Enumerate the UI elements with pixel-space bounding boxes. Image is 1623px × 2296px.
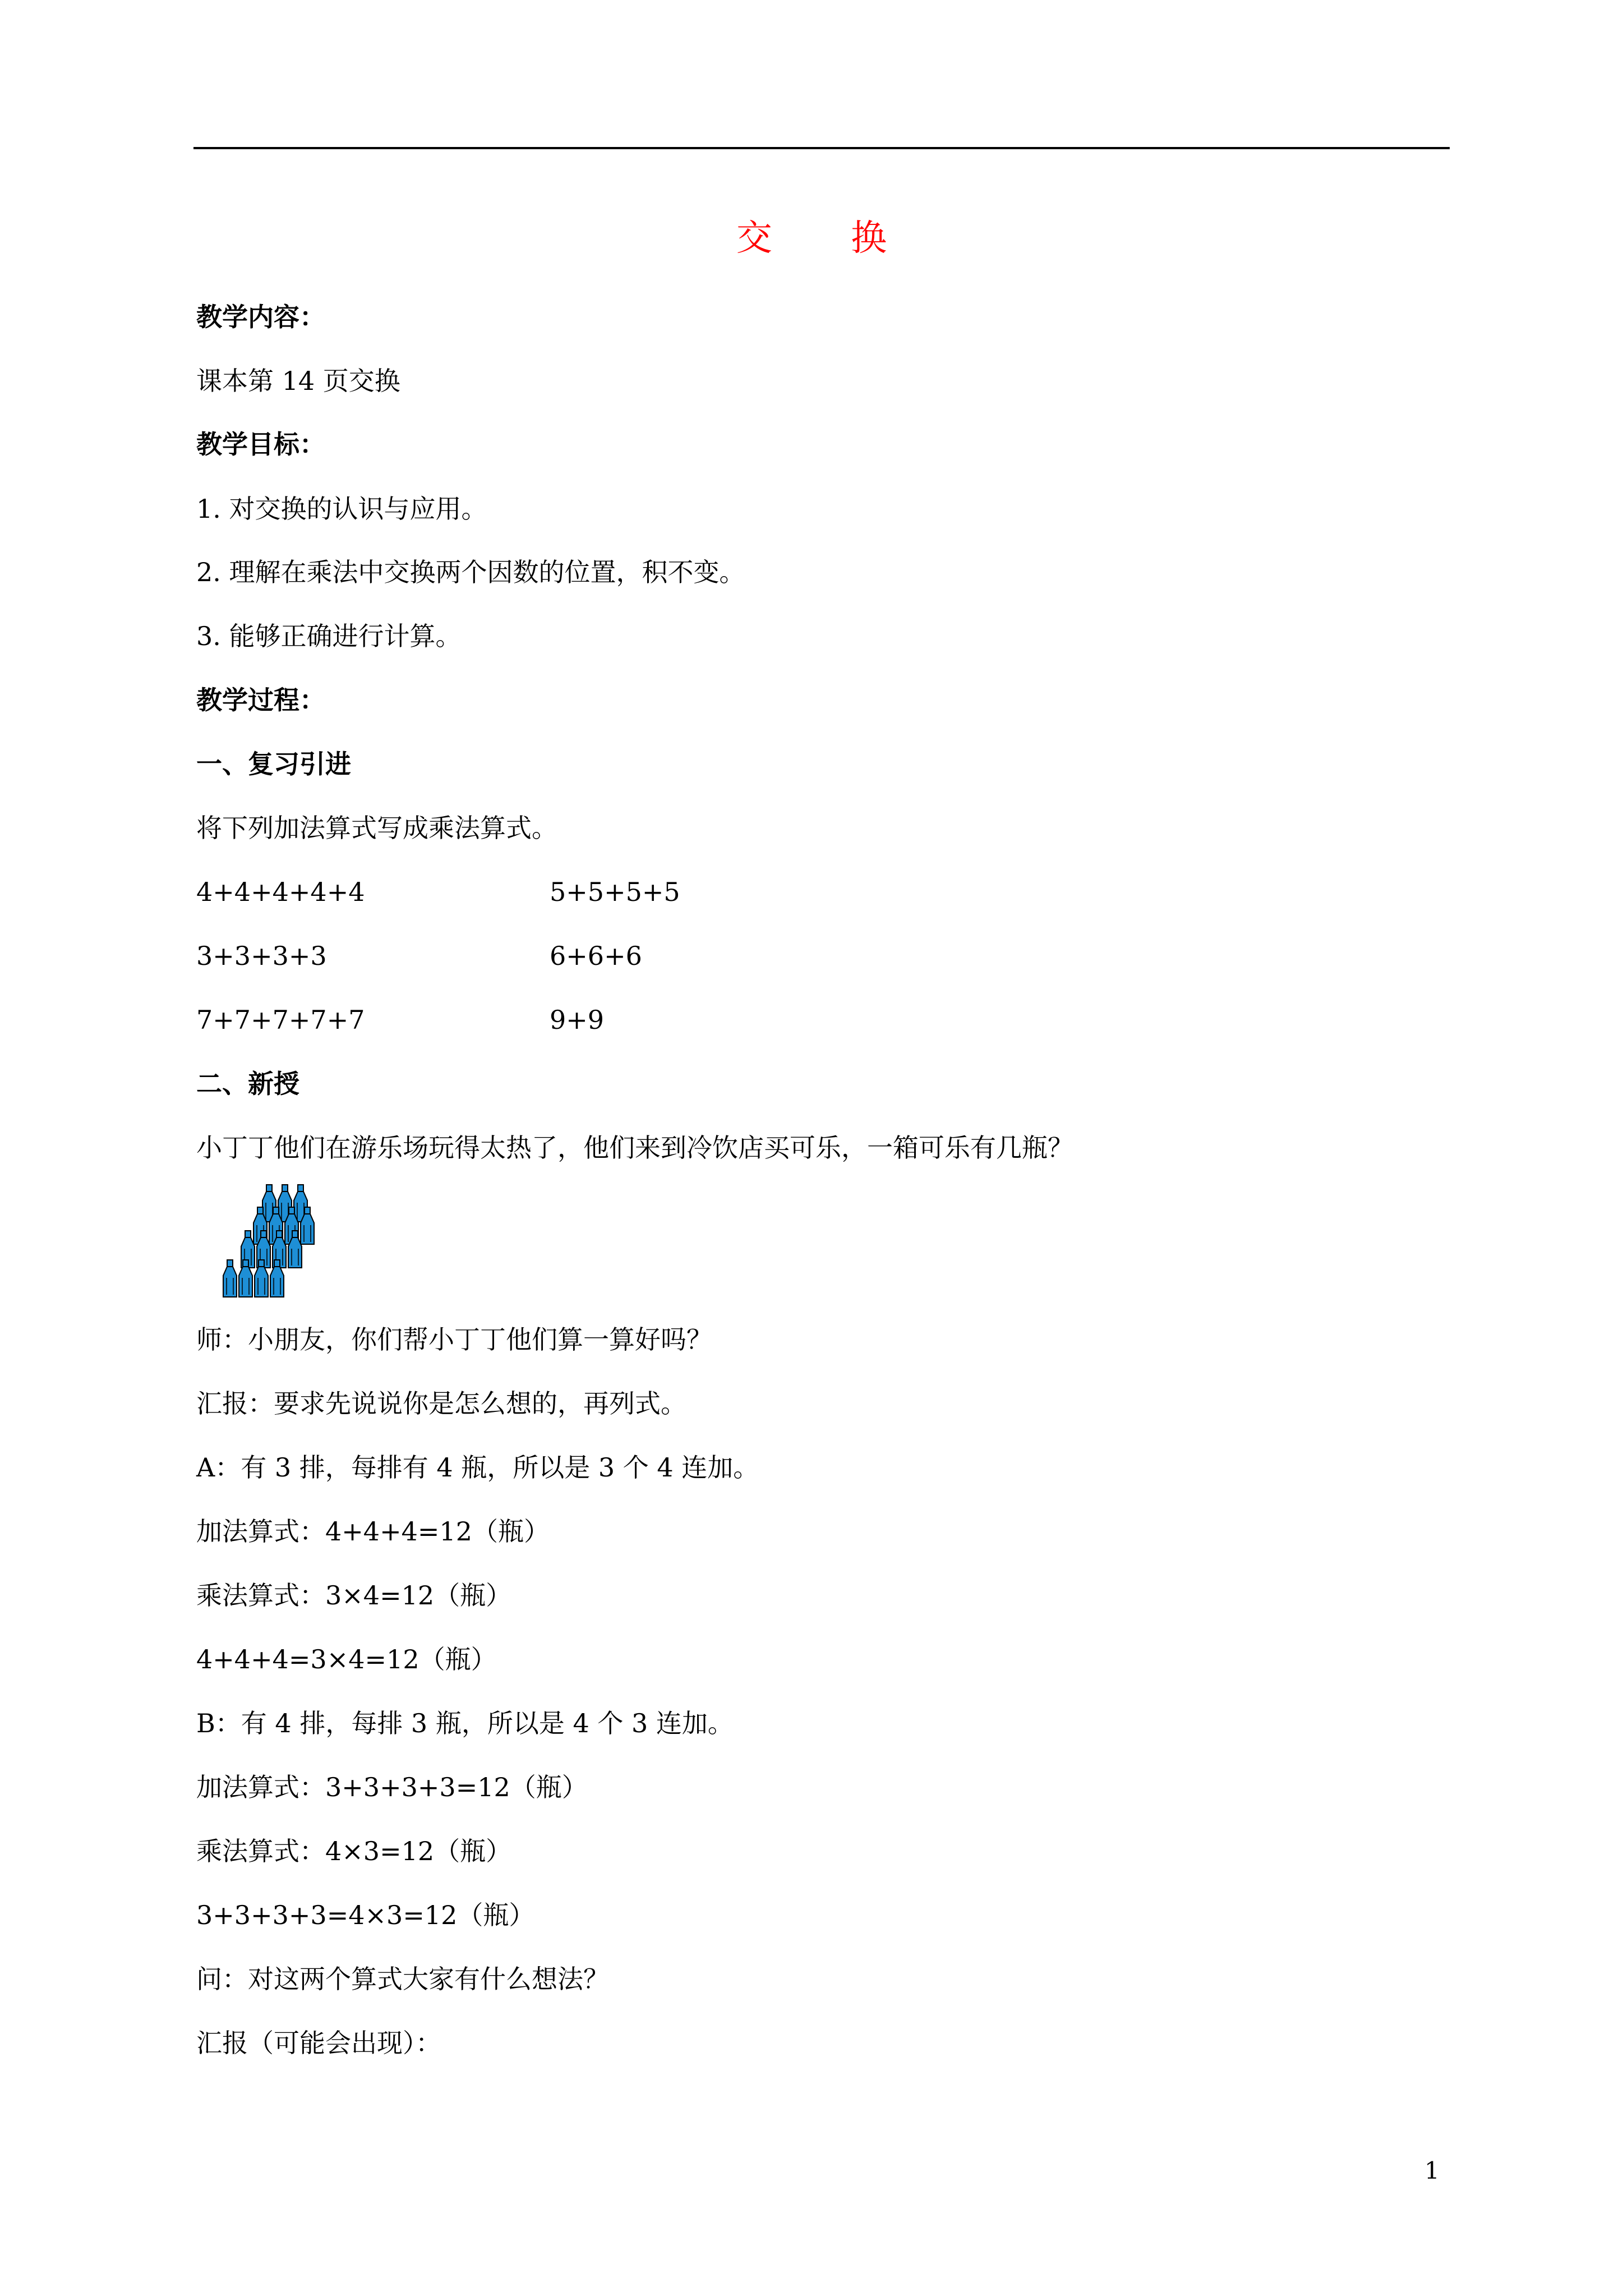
dialogue-line: 师：小朋友，你们帮小丁丁他们算一算好吗？: [196, 1324, 712, 1355]
cola-bottles-icon: [218, 1182, 324, 1306]
dialogue-line: B：有 4 排，每排 3 瓶，所以是 4 个 3 连加。: [196, 1708, 734, 1738]
process-heading: 教学过程：: [196, 685, 325, 715]
dialogue-line: 加法算式：4+4+4=12（瓶）: [196, 1516, 550, 1547]
dialogue-line: A：有 3 排，每排有 4 瓶，所以是 3 个 4 连加。: [196, 1452, 759, 1483]
dialogue-line: 乘法算式：4×3=12（瓶）: [196, 1836, 512, 1866]
exercise-right: 5+5+5+5: [550, 877, 680, 907]
exercise-right: 9+9: [550, 1005, 605, 1035]
new-heading: 二、新授: [196, 1069, 299, 1099]
goal-item: 2. 理解在乘法中交换两个因数的位置，积不变。: [196, 557, 745, 587]
review-heading: 一、复习引进: [196, 749, 351, 779]
content-heading: 教学内容：: [196, 302, 325, 332]
dialogue-line: 乘法算式：3×4=12（瓶）: [196, 1580, 512, 1611]
exercise-left: 3+3+3+3: [196, 941, 327, 971]
story-text: 小丁丁他们在游乐场玩得太热了，他们来到冷饮店买可乐，一箱可乐有几瓶？: [196, 1133, 1073, 1163]
content-text: 课本第 14 页交换: [196, 366, 400, 396]
exercise-row: [196, 938, 642, 974]
exercise-row: [196, 1002, 605, 1038]
page-number: 1: [1424, 2157, 1440, 2184]
dialogue-line: 加法算式：3+3+3+3=12（瓶）: [196, 1772, 588, 1802]
review-instruction: 将下列加法算式写成乘法算式。: [196, 813, 557, 843]
dialogue-line: 汇报：要求先说说你是怎么想的，再列式。: [196, 1388, 686, 1419]
exercise-row: [196, 874, 680, 910]
dialogue-line: 汇报（可能会出现）：: [196, 2028, 441, 2058]
dialogue-line: 4+4+4=3×4=12（瓶）: [196, 1644, 497, 1674]
exercise-left: 4+4+4+4+4: [196, 877, 365, 907]
dialogue-line: 问：对这两个算式大家有什么想法？: [196, 1964, 609, 1994]
page-title: 交 换: [736, 218, 921, 259]
header-rule: [193, 147, 1450, 149]
exercise-right: 6+6+6: [550, 941, 642, 971]
goal-item: 3. 能够正确进行计算。: [196, 621, 462, 651]
exercise-left: 7+7+7+7+7: [196, 1005, 365, 1035]
goals-heading: 教学目标：: [196, 429, 325, 459]
goal-item: 1. 对交换的认识与应用。: [196, 494, 487, 524]
dialogue-line: 3+3+3+3=4×3=12（瓶）: [196, 1900, 535, 1930]
